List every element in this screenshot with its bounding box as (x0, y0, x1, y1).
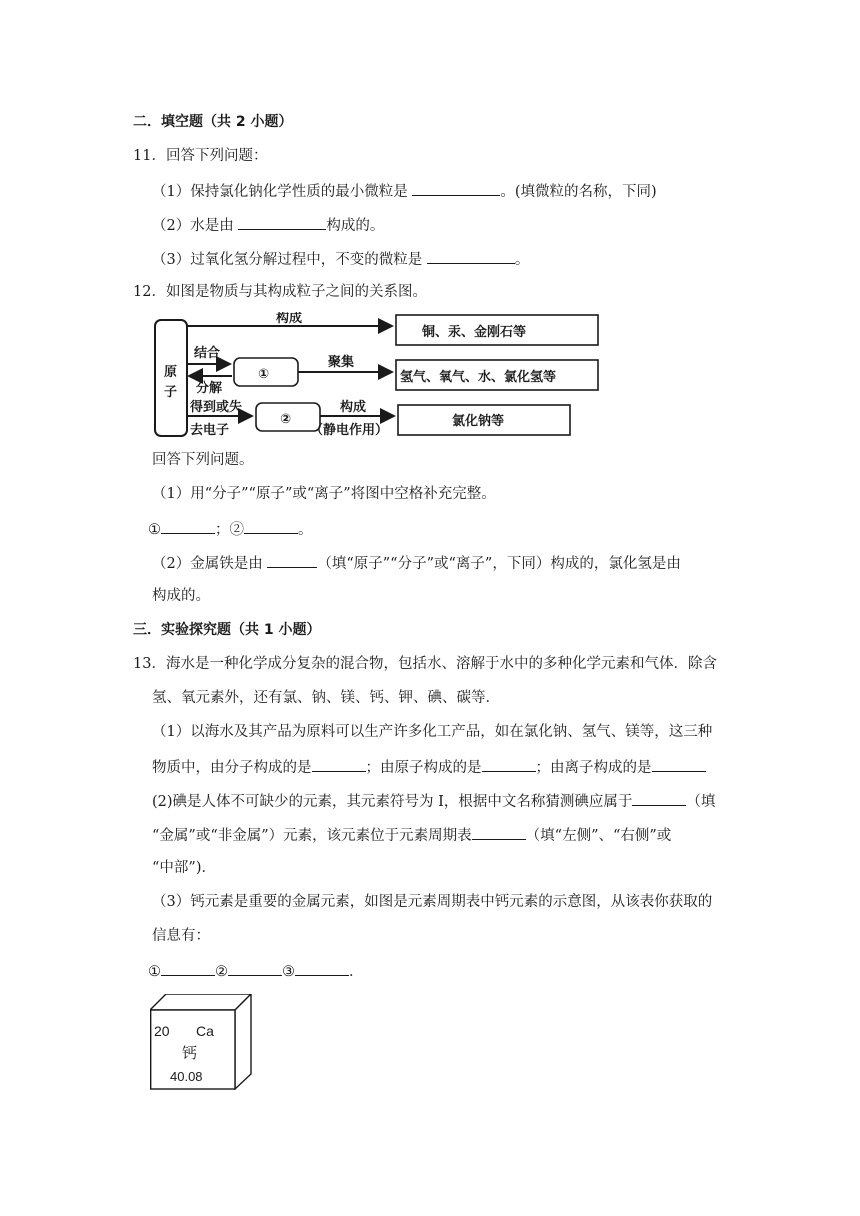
q13-part1-line2 (152, 756, 706, 778)
q13-part2-a: (2)碘是人体不可缺少的元素，其元素符号为 I，根据中文名称猜测碘应属于 (152, 794, 633, 810)
q13-stem-1: 13．海水是一种化学成分复杂的混合物，包括水、溶解于水中的多种化学元素和气体．除含 (133, 656, 717, 672)
answer-blank[interactable] (161, 960, 215, 976)
answer-blank[interactable] (228, 960, 282, 976)
q13-part2-c: “金属”或“非金属”）元素，该元素位于元素周期表 (152, 828, 472, 844)
box-top-text: 铜、汞、金刚石等 (422, 325, 527, 340)
element-name: 钙 (182, 1045, 198, 1062)
answer-blank[interactable] (427, 248, 515, 264)
mark-1: ① (148, 522, 161, 538)
electron-label-2: 去电子 (190, 423, 230, 438)
answer-blank[interactable] (161, 518, 215, 534)
answer-blank[interactable] (632, 790, 686, 806)
answer-blank[interactable] (652, 756, 706, 772)
q13-stem-2: 氢、氧元素外，还有氯、钠、镁、钙、钾、碘、碳等． (152, 690, 500, 706)
q11-stem: 11．回答下列问题： (133, 148, 268, 164)
answer-blank[interactable] (267, 552, 317, 568)
q11-part1-tail: 。(填微粒的名称，下同) (500, 184, 657, 200)
blank-box-2-label: ② (280, 412, 292, 427)
q11-part2-tail: 构成的。 (326, 218, 385, 234)
box-bottom-text: 氯化钠等 (452, 414, 505, 429)
answer-blank[interactable] (482, 756, 536, 772)
period: ． (349, 964, 364, 980)
q12-stem: 12．如图是物质与其构成粒子之间的关系图。 (133, 284, 427, 300)
q13-part3-blanks (148, 960, 364, 982)
period: 。 (298, 522, 313, 538)
q12-part2 (152, 552, 681, 574)
q12-answer-intro: 回答下列问题。 (152, 452, 254, 468)
arrow-top-label: 构成 (276, 312, 303, 326)
electron-label-1: 得到或失 (190, 400, 243, 415)
q13-part3-line1: （3）钙元素是重要的金属元素，如图是元素周期表中钙元素的示意图，从该表你获取的 (152, 894, 713, 910)
atom-label-1: 原 (164, 365, 178, 380)
q12-part2-cont: 构成的。 (152, 588, 210, 604)
mark-3: ③ (282, 964, 295, 980)
element-symbol: Ca (196, 1023, 214, 1039)
atom-label-2: 子 (164, 385, 178, 400)
q11-part2-text: （2）水是由 (152, 218, 239, 234)
q12-part1: （1）用“分子”“原子”或“离子”将图中空格补充完整。 (152, 486, 496, 502)
atomic-number: 20 (154, 1023, 170, 1039)
answer-blank[interactable] (472, 824, 526, 840)
q11-part2 (152, 214, 384, 236)
box-middle-text: 氢气、氧气、水、氯化氢等 (400, 370, 557, 385)
q13-part2-line3: “中部”)． (152, 860, 216, 876)
mark-2: ② (215, 964, 228, 980)
answer-blank[interactable] (238, 214, 326, 230)
q11-part1 (152, 180, 657, 202)
mark-2: ② (229, 522, 244, 538)
q11-part3 (152, 248, 529, 270)
separator: ； (215, 522, 230, 538)
q12-part2-text: （2）金属铁是由 (152, 556, 268, 572)
atomic-mass: 40.08 (170, 1069, 203, 1084)
electrostatic-label: （静电作用） (310, 423, 389, 438)
calcium-element-card (150, 994, 252, 1090)
decompose-label: 分解 (196, 381, 223, 396)
q13-part1-b: ；由原子构成的是 (365, 760, 482, 776)
answer-blank[interactable] (312, 756, 366, 772)
section-2-heading: 二．填空题（共 2 小题） (133, 114, 293, 130)
arrow-bottom-label: 构成 (340, 400, 367, 415)
q12-part2-tail: （填“原子”“分子”或“离子”，下同）构成的，氯化氢是由 (317, 556, 681, 572)
q13-part2-b: （填 (686, 794, 716, 810)
q12-part1-blanks (148, 518, 313, 540)
q13-part2-line2 (152, 824, 671, 846)
answer-blank[interactable] (244, 518, 298, 534)
section-3-heading: 三．实验探究题（共 1 小题） (133, 622, 321, 638)
q13-part2-d: （填“左侧”、“右侧”或 (525, 828, 672, 844)
gather-label: 聚集 (328, 355, 355, 370)
q13-part1-line1: （1）以海水及其产品为原料可以生产许多化工产品，如在氯化钠、氢气、镁等，这三种 (152, 724, 713, 740)
combine-label: 结合 (194, 346, 221, 361)
blank-box-1-label: ① (258, 367, 270, 382)
q13-part1-c: ；由离子构成的是 (535, 760, 652, 776)
mark-1: ① (148, 964, 161, 980)
q11-part1-text: （1）保持氯化钠化学性质的最小微粒是 (152, 184, 413, 200)
q13-part3-line2: 信息有： (152, 928, 210, 944)
particle-relationship-diagram (154, 312, 614, 442)
q11-part3-tail: 。 (514, 252, 530, 268)
q11-part3-text: （3）过氧化氢分解过程中，不变的微粒是 (152, 252, 427, 268)
q13-part1-a: 物质中，由分子构成的是 (152, 760, 312, 776)
q13-part2-line1 (152, 790, 715, 812)
answer-blank[interactable] (295, 960, 349, 976)
answer-blank[interactable] (412, 180, 500, 196)
